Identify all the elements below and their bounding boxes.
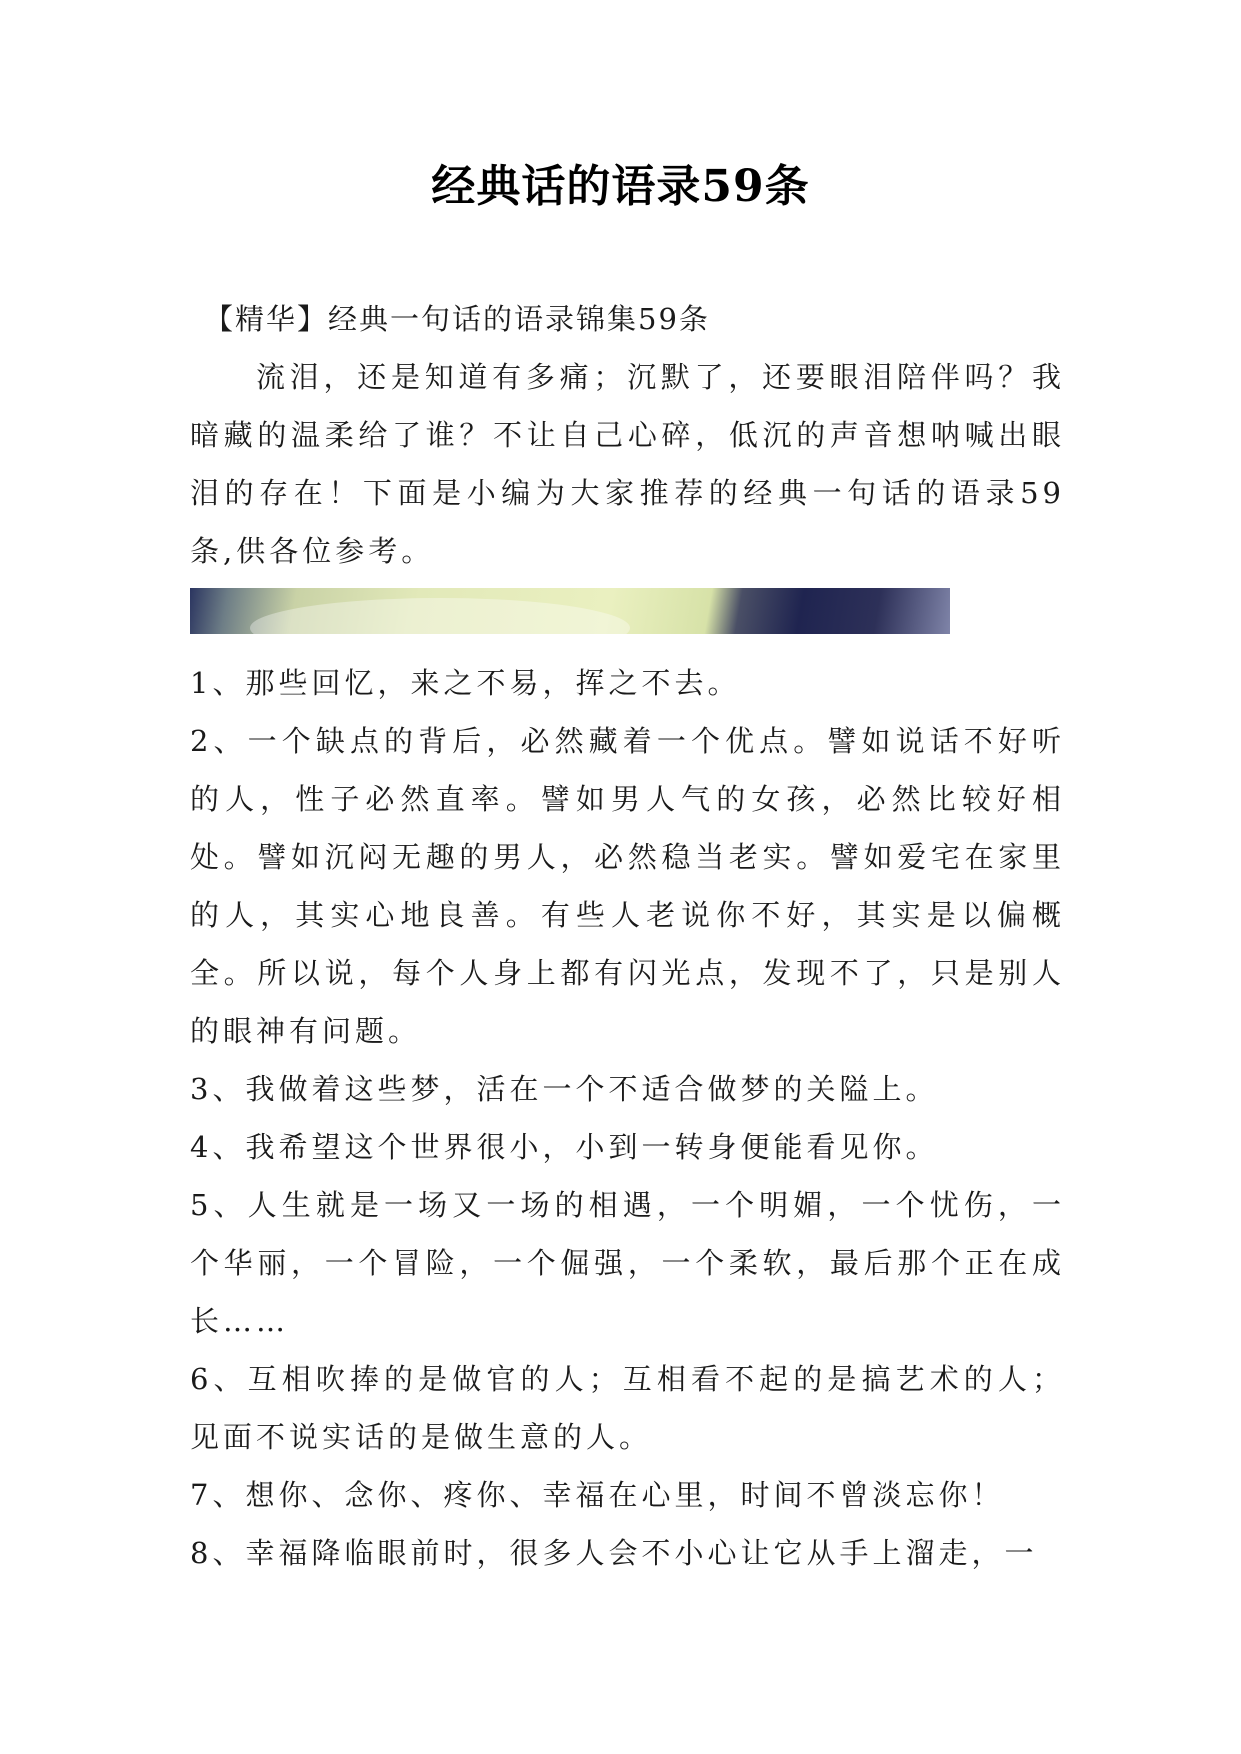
list-item: 2、一个缺点的背后，必然藏着一个优点。譬如说话不好听的人，性子必然直率。譬如男人气的女孩，必然比较好相处。譬如沉闷无趣的男人，必然稳当老实。譬如爱宅在家里的人，其实心地良善。有些人老说你不好，其实是以偏概全。所以说，每个人身上都有闪光点，发现不了，只是别人的眼神有问题。 bbox=[190, 724, 1065, 1048]
list-item: 7、想你、念你、疼你、幸福在心里，时间不曾淡忘你！ bbox=[190, 1478, 1005, 1512]
list-item: 1、那些回忆，来之不易，挥之不去。 bbox=[190, 666, 741, 700]
document-body bbox=[190, 290, 1065, 1582]
list-item: 8、幸福降临眼前时，很多人会不小心让它从手上溜走，一 bbox=[190, 1536, 1038, 1570]
list-item: 6、互相吹捧的是做官的人；互相看不起的是搞艺术的人；见面不说实话的是做生意的人。 bbox=[190, 1362, 1065, 1454]
list-item: 3、我做着这些梦，活在一个不适合做梦的关隘上。 bbox=[190, 1072, 939, 1106]
document-title: 经典话的语录59条 bbox=[431, 161, 810, 212]
document-subtitle: 【精华】经典一句话的语录锦集59条 bbox=[204, 302, 710, 336]
list-item: 4、我希望这个世界很小，小到一转身便能看见你。 bbox=[190, 1130, 939, 1164]
list-item: 5、人生就是一场又一场的相遇，一个明媚，一个忧伤，一个华丽，一个冒险，一个倔强，一个柔软，最后那个正在成长…… bbox=[190, 1188, 1065, 1338]
intro-paragraph: 流泪，还是知道有多痛；沉默了，还要眼泪陪伴吗？我暗藏的温柔给了谁？不让自己心碎，低沉的声音想呐喊出眼泪的存在！下面是小编为大家推荐的经典一句话的语录59条,供各位参考。 bbox=[190, 360, 1065, 568]
banner-image bbox=[190, 588, 950, 634]
